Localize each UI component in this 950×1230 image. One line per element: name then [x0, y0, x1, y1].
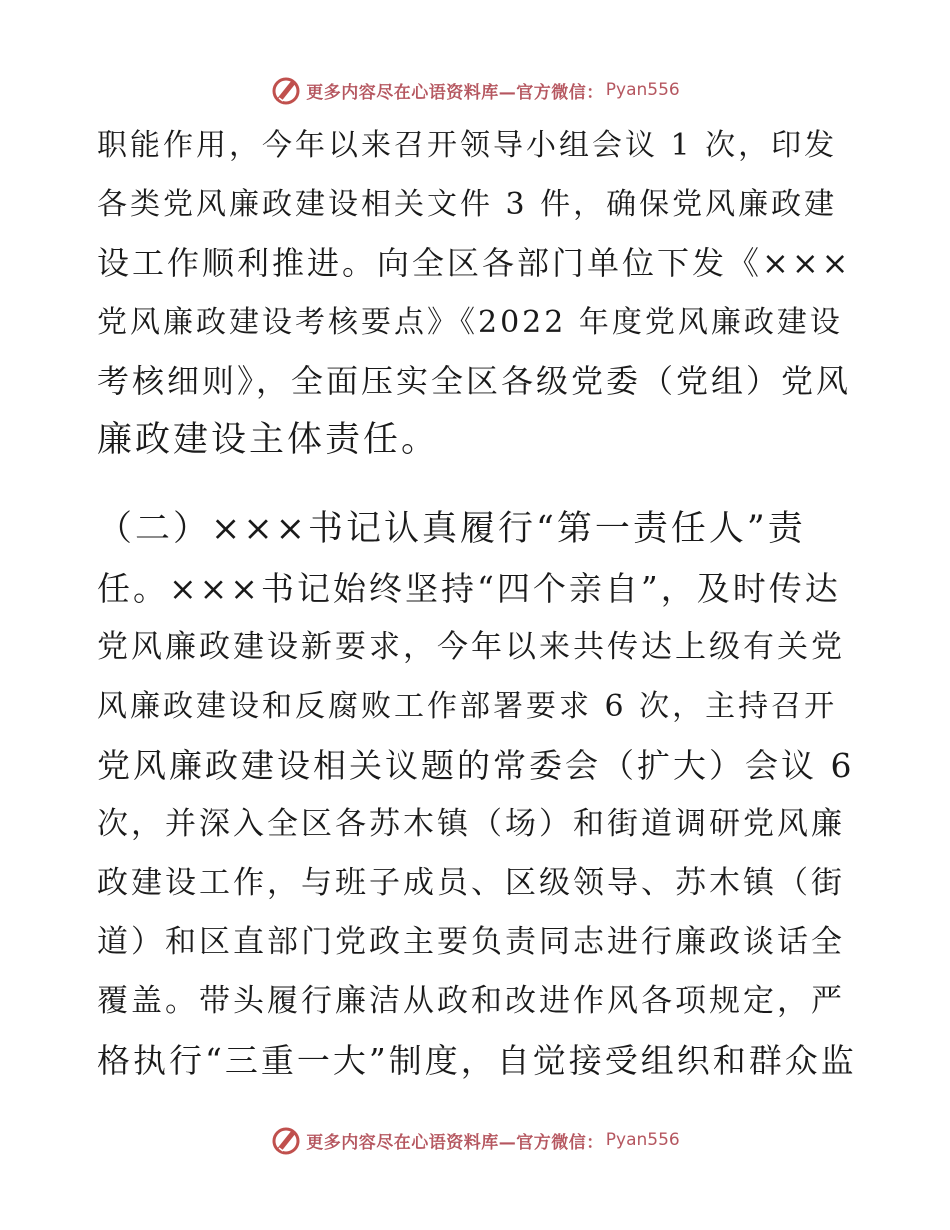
paragraph-1	[97, 116, 857, 470]
watermark-wechat-id: Pyan556	[605, 80, 680, 100]
text-line: 党风廉政建设新要求，今年以来共传达上级有关党	[97, 629, 845, 665]
text-line: 次，并深入全区各苏木镇（场）和街道调研党风廉	[97, 806, 845, 842]
text-line: 廉政建设主体责任。	[97, 420, 440, 460]
pen-logo-icon	[270, 74, 302, 106]
text-line: 覆盖。带头履行廉洁从政和改进作风各项规定，严	[97, 983, 845, 1019]
text-line: 格执行“三重一大”制度，自觉接受组织和群众监	[97, 1041, 857, 1080]
text-line: 道）和区直部门党政主要负责同志进行廉政谈话全	[97, 924, 845, 960]
text-line: 各类党风廉政建设相关文件 3 件，确保党风廉政建	[97, 187, 838, 222]
pen-logo-icon	[270, 1124, 302, 1156]
paragraph-2	[97, 500, 857, 1090]
watermark-wechat-id: Pyan556	[605, 1130, 680, 1150]
watermark-text: 更多内容尽在心语资料库—官方微信：	[306, 1132, 604, 1153]
watermark-text: 更多内容尽在心语资料库—官方微信：	[306, 82, 604, 103]
text-line: 设工作顺利推进。向全区各部门单位下发《×××	[97, 244, 852, 282]
text-line: 党风廉政建设相关议题的常委会（扩大）会议 6	[97, 746, 855, 785]
text-line: 职能作用，今年以来召开领导小组会议 1 次，印发	[97, 128, 838, 163]
text-line: 风廉政建设和反腐败工作部署要求 6 次，主持召开	[97, 689, 838, 724]
text-line: 考核细则》，全面压实全区各级党委（党组）党风	[97, 362, 852, 400]
footer-watermark	[0, 1124, 950, 1156]
document-body	[97, 116, 857, 1090]
text-line: （二）×××书记认真履行“第一责任人”责	[97, 509, 806, 549]
text-line: 政建设工作，与班子成员、区级领导、苏木镇（街	[97, 865, 845, 901]
header-watermark	[0, 74, 950, 106]
text-line: 党风廉政建设考核要点》《2022 年度党风廉政建设	[97, 305, 843, 340]
text-line: 任。×××书记始终坚持“四个亲自”，及时传达	[97, 569, 841, 608]
